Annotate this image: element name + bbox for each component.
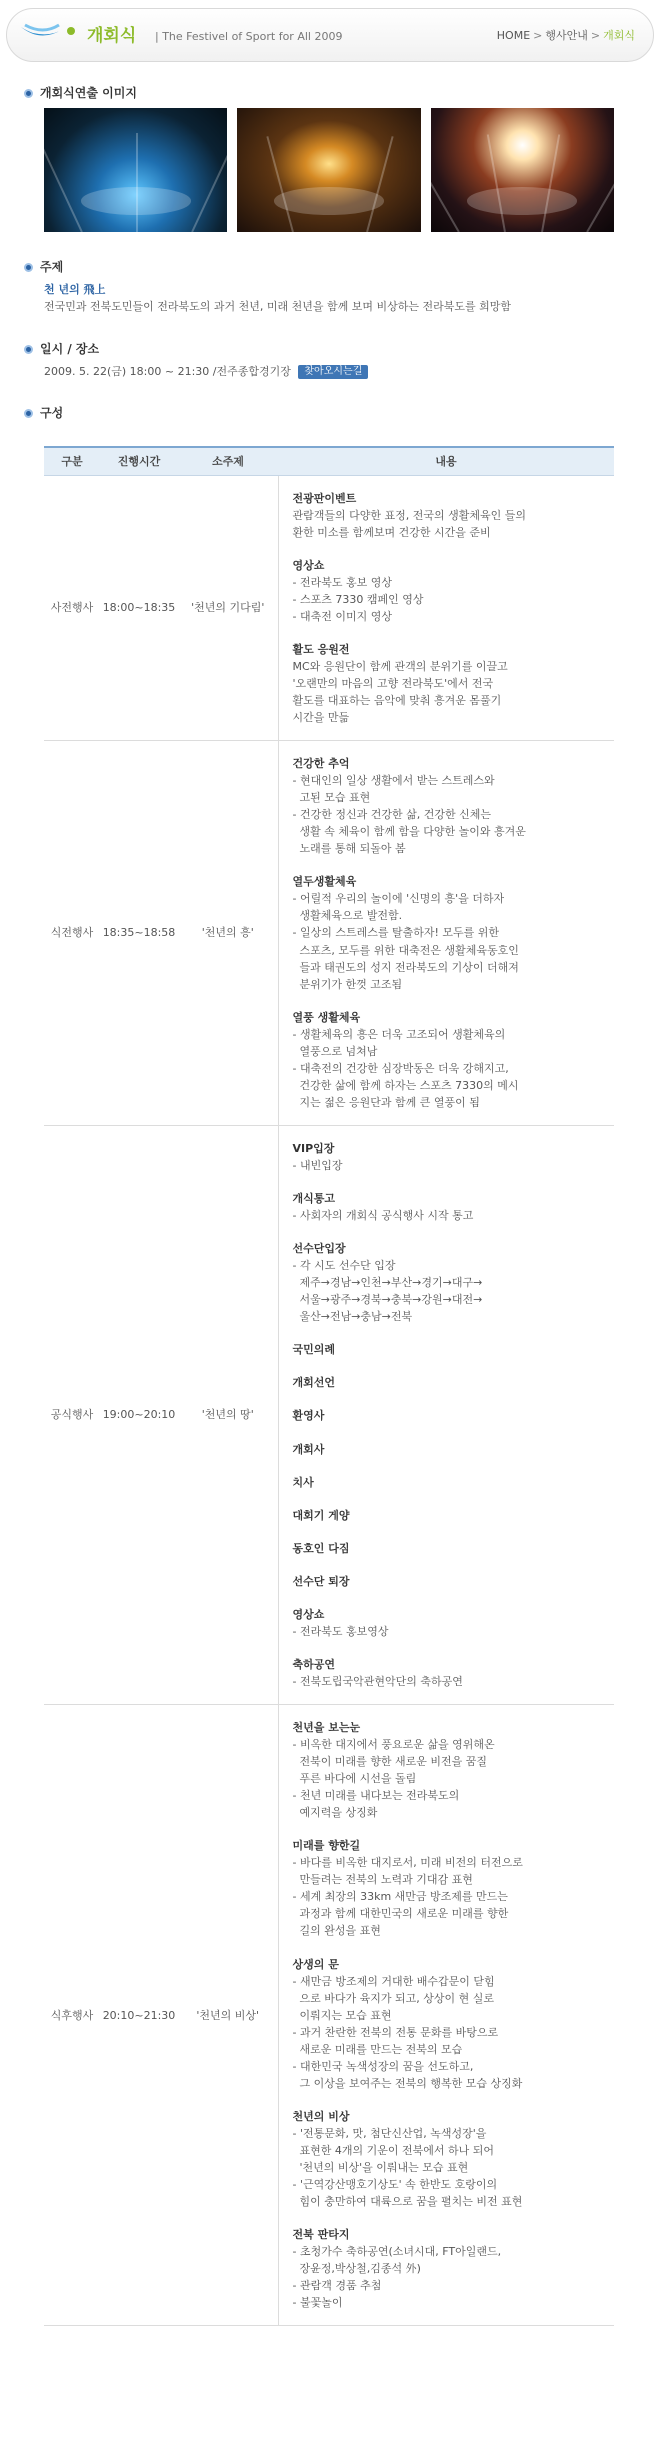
content-block-heading: 국민의례 <box>292 1343 336 1357</box>
content-line: 고된 모습 표현 <box>292 791 371 805</box>
content-block <box>293 1341 615 1358</box>
content-block-heading: 활도 응원전 <box>292 642 350 656</box>
opening-photo-2[interactable] <box>237 108 420 232</box>
row-time-cell: 18:35~18:58 <box>100 741 178 1126</box>
row-type-cell: 식전행사 <box>44 741 100 1126</box>
section-bullet-icon <box>24 345 33 354</box>
row-time-cell: 20:10~21:30 <box>100 1704 178 2325</box>
section-theme <box>24 258 636 315</box>
program-table <box>44 446 614 2326</box>
content-line: 예지력을 상징화 <box>292 1806 378 1820</box>
content-block-heading: 전광판이벤트 <box>292 491 357 505</box>
content-line: 생활체육으로 발전함. <box>292 909 403 923</box>
content-block <box>293 1719 615 1821</box>
breadcrumb-current: 개회식 <box>603 29 635 42</box>
content-line: 으로 바다가 육지가 되고, 상상이 현 실로 <box>292 1991 494 2005</box>
content-block-heading: 환영사 <box>292 1409 325 1423</box>
content-line: - '전통문화, 맛, 첨단신산업, 녹색성장'을 <box>292 2126 487 2140</box>
content-line: - 초청가수 축하공연(소녀시대, FT아일랜드, <box>292 2245 502 2259</box>
content-line: 열풍으로 넘쳐남 <box>292 1044 378 1058</box>
content-line: - 건강한 정신과 건강한 삶, 건강한 신체는 <box>292 808 491 822</box>
content-line: - 대축전의 건강한 심장박동은 더욱 강해지고, <box>292 1061 509 1075</box>
theme-description: 전국민과 전북도민들이 전라북도의 과거 천년, 미래 천년을 함께 보며 비상하는 전라북도를 희망함 <box>44 299 511 313</box>
opening-photo-1[interactable] <box>44 108 227 232</box>
col-header-type: 구분 <box>44 447 100 475</box>
page-subtitle: | The Festivel of Sport for All 2009 <box>155 30 343 43</box>
breadcrumb-home[interactable]: HOME <box>496 29 531 42</box>
content-line: - 일상의 스트레스를 탈출하자! 모두를 위한 <box>292 926 500 940</box>
content-block-heading: 천년의 비상 <box>292 2109 350 2123</box>
content-line: 이뤄지는 모습 표현 <box>292 2008 392 2022</box>
content-block <box>293 755 615 857</box>
section-bullet-icon <box>24 89 33 98</box>
content-line: - 각 시도 선수단 입장 <box>292 1259 396 1273</box>
content-line: 관람객들의 다양한 표정, 전국의 생활체육인 들의 <box>292 508 526 522</box>
content-line: - 현대인의 일상 생활에서 받는 스트레스와 <box>292 774 495 788</box>
content-line: 장윤정,박상철,김종석 外) <box>292 2262 421 2276</box>
content-line: - 새만금 방조제의 거대한 배수갑문이 닫힘 <box>292 1974 495 1988</box>
content-line: - 관람객 경품 추첨 <box>292 2279 382 2293</box>
content-block <box>293 641 615 726</box>
content-line: 건강한 삶에 함께 하자는 스포츠 7330의 메시 <box>292 1078 519 1092</box>
datetime-value: 2009. 5. 22(금) 18:00 ~ 21:30 /전주종합경기장 <box>44 364 291 378</box>
content-line: 들과 태권도의 성지 전라북도의 기상이 더해져 <box>292 960 519 974</box>
col-header-content: 내용 <box>278 447 614 475</box>
content-block-heading: 선수단입장 <box>292 1242 346 1256</box>
directions-button[interactable]: 찾아오시는길 <box>298 365 368 379</box>
content-block <box>293 1573 615 1590</box>
content-block-heading: 개회선언 <box>292 1376 336 1390</box>
content-block-heading: 상생의 문 <box>292 1957 339 1971</box>
col-header-time: 진행시간 <box>100 447 178 475</box>
content-block-heading: 개식통고 <box>292 1192 336 1206</box>
content-block <box>293 1656 615 1690</box>
content-line: - 천년 미래를 내다보는 전라북도의 <box>292 1789 460 1803</box>
breadcrumb-event-info[interactable]: 행사안내 <box>545 29 588 42</box>
section-title-datetime: 일시 / 장소 <box>40 342 100 356</box>
content-block <box>293 1374 615 1391</box>
content-block-heading: 열두생활체육 <box>292 875 357 889</box>
opening-image-gallery <box>44 108 614 232</box>
content-line: - 대축전 이미지 영상 <box>292 609 392 623</box>
section-title-theme: 주제 <box>40 260 64 274</box>
content-line: 지는 젊은 응원단과 함께 큰 열풍이 됨 <box>292 1095 480 1109</box>
content-block-heading: 치사 <box>292 1475 314 1489</box>
row-topic-cell: '천년의 흥' <box>178 741 278 1126</box>
content-block-heading: 전북 판타지 <box>292 2228 350 2242</box>
content-block-heading: 개회사 <box>292 1442 325 1456</box>
content-line: 서울→광주→경북→충북→강원→대전→ <box>292 1293 483 1307</box>
col-header-topic: 소주제 <box>178 447 278 475</box>
content-line: - 불꽃놀이 <box>292 2296 343 2310</box>
content-line: 시간을 만듦 <box>292 711 350 725</box>
festival-logo-icon <box>19 17 79 45</box>
content-line: - 전북도립국악관현악단의 축하공연 <box>292 1674 463 1688</box>
section-datetime <box>24 340 636 380</box>
content-line: 과정과 함께 대한민국의 새로운 미래를 향한 <box>292 1907 509 1921</box>
content-block-heading: 건강한 추억 <box>292 757 350 771</box>
row-type-cell: 사전행사 <box>44 475 100 741</box>
content-line: - 스포츠 7330 캠페인 영상 <box>292 592 424 606</box>
content-block-heading: 대회기 게양 <box>292 1508 350 1522</box>
table-header-row <box>44 447 614 475</box>
content-line: 전북이 미래를 향한 새로운 비전을 꿈질 <box>292 1755 487 1769</box>
row-topic-cell: '천년의 기다림' <box>178 475 278 741</box>
row-topic-cell: '천년의 비상' <box>178 1704 278 2325</box>
content-line: 활도를 대표하는 음악에 맞춰 흥겨운 몸풀기 <box>292 693 502 707</box>
breadcrumb: HOME > 행사안내 > 개회식 <box>496 29 635 42</box>
content-block-heading: 천년을 보는눈 <box>292 1720 361 1734</box>
section-bullet-icon <box>24 409 33 418</box>
section-title-program: 구성 <box>40 406 64 420</box>
content-block <box>293 1507 615 1524</box>
row-type-cell: 식후행사 <box>44 1704 100 2325</box>
content-line: - 전라북도 홍보 영상 <box>292 575 392 589</box>
table-row <box>44 1704 614 2325</box>
content-block-heading: 영상쇼 <box>292 558 325 572</box>
content-line: 만들려는 전북의 노력과 기대감 표현 <box>292 1873 473 1887</box>
content-line: 그 이상을 보여주는 전북의 행복한 모습 상징화 <box>292 2076 523 2090</box>
content-line: MC와 응원단이 함께 관객의 분위기를 이끌고 <box>292 659 508 673</box>
content-line: 환한 미소를 함께보며 건강한 시간을 준비 <box>292 525 491 539</box>
content-line: 생활 속 체육이 함께 함을 다양한 놀이와 흥겨운 <box>292 825 526 839</box>
content-line: - 전라북도 홍보영상 <box>292 1624 389 1638</box>
content-line: - 어릴적 우리의 놀이에 '신명의 흥'을 더하자 <box>292 892 505 906</box>
content-block <box>293 1140 615 1174</box>
content-block <box>293 1190 615 1224</box>
content-block <box>293 1540 615 1557</box>
content-line: 힘이 충만하여 대륙으로 꿈을 펼치는 비전 표현 <box>292 2195 523 2209</box>
table-row <box>44 1125 614 1704</box>
content-line: - '근역강산맹호기상도' 속 한반도 호랑이의 <box>292 2178 498 2192</box>
table-row <box>44 741 614 1126</box>
page-header <box>6 8 654 62</box>
content-block <box>293 1606 615 1640</box>
row-topic-cell: '천년의 땅' <box>178 1125 278 1704</box>
theme-headline: 천 년의 飛上 <box>44 282 106 296</box>
content-line: 분위기가 한껏 고조됨 <box>292 977 403 991</box>
content-block <box>293 1441 615 1458</box>
content-line: 제주→경남→인천→부산→경기→대구→ <box>292 1276 483 1290</box>
content-line: - 대한민국 녹색성장의 꿈을 선도하고, <box>292 2059 474 2073</box>
content-line: - 세계 최장의 33km 새만금 방조제를 만드는 <box>292 1890 508 1904</box>
section-bullet-icon <box>24 263 33 272</box>
section-program <box>24 404 636 423</box>
section-images <box>24 84 636 103</box>
content-line: - 생활체육의 흥은 더욱 고조되어 생활체육의 <box>292 1027 506 1041</box>
content-block <box>293 490 615 541</box>
content-line: 새로운 미래를 만드는 전북의 모습 <box>292 2042 463 2056</box>
content-block <box>293 1956 615 2092</box>
content-block <box>293 2108 615 2210</box>
content-block-heading: 축하공연 <box>292 1657 336 1671</box>
content-block <box>293 1407 615 1424</box>
content-line: 스포츠, 모두를 위한 대축전은 생활체육동호인 <box>292 943 519 957</box>
content-line: '천년의 비상'을 이뤄내는 모습 표현 <box>292 2161 469 2175</box>
content-line: 울산→전남→충남→전북 <box>292 1310 413 1324</box>
content-block <box>293 2226 615 2311</box>
content-line: - 바다를 비옥한 대지로서, 미래 비전의 터전으로 <box>292 1856 523 1870</box>
content-line: 노래를 통해 되돌아 봄 <box>292 842 406 856</box>
content-block <box>293 1009 615 1111</box>
content-line: 푸른 바다에 시선을 돌림 <box>292 1772 417 1786</box>
content-line: 길의 완성을 표현 <box>292 1924 381 1938</box>
row-content-cell <box>278 475 614 741</box>
content-block <box>293 1240 615 1325</box>
content-block-heading: 동호인 다짐 <box>292 1541 350 1555</box>
content-line: '오랜만의 마음의 고향 전라북도'에서 전국 <box>292 676 494 690</box>
content-block-heading: 미래를 향한길 <box>292 1839 361 1853</box>
content-line: - 비옥한 대지에서 풍요로운 삶을 영위해온 <box>292 1737 495 1751</box>
row-type-cell: 공식행사 <box>44 1125 100 1704</box>
content-line: - 사회자의 개회식 공식행사 시작 통고 <box>292 1209 474 1223</box>
content-block <box>293 873 615 992</box>
content-block-heading: 열풍 생활체육 <box>292 1010 361 1024</box>
row-content-cell <box>278 741 614 1126</box>
page-title: 개회식 <box>87 26 137 46</box>
content-line: - 과거 찬란한 전북의 전통 문화를 바탕으로 <box>292 2025 499 2039</box>
row-content-cell <box>278 1704 614 2325</box>
row-time-cell: 18:00~18:35 <box>100 475 178 741</box>
table-row <box>44 475 614 741</box>
content-block-heading: VIP입장 <box>292 1141 335 1155</box>
content-line: 표현한 4개의 기운이 전북에서 하나 되어 <box>292 2143 494 2157</box>
content-block <box>293 557 615 625</box>
content-block <box>293 1474 615 1491</box>
content-block-heading: 영상쇼 <box>292 1607 325 1621</box>
section-title-images: 개회식연출 이미지 <box>40 86 137 100</box>
row-content-cell <box>278 1125 614 1704</box>
content-line: - 내빈입장 <box>292 1159 343 1172</box>
content-block <box>293 1837 615 1939</box>
content-block-heading: 선수단 퇴장 <box>292 1574 350 1588</box>
opening-photo-3[interactable] <box>431 108 614 232</box>
row-time-cell: 19:00~20:10 <box>100 1125 178 1704</box>
